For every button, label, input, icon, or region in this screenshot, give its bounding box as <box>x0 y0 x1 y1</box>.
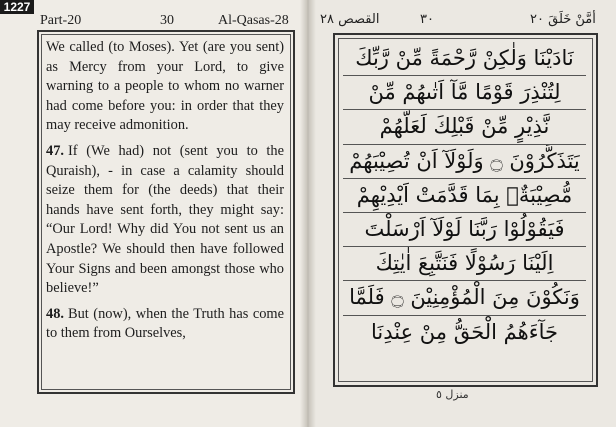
part-label: Part-20 <box>40 13 82 28</box>
page-index-badge: 1227 <box>0 0 34 14</box>
arabic-page-number: ٣٠ <box>420 12 434 27</box>
arabic-line: نَّذِيْرٍ مِّنْ قَبْلِكَ لَعَلَّهُمْ <box>343 110 586 144</box>
manzil-marker: منزل ٥ <box>436 388 469 401</box>
arabic-line: لِتُنْذِرَ قَوْمًا مَّآ اَتٰىهُمْ مِّنْ <box>343 76 586 110</box>
arabic-line: مُّصِيْبَةٌۢ بِمَا قَدَّمَتْ اَيْدِيْهِمْ <box>343 179 586 213</box>
translation-verse-48 <box>46 305 284 344</box>
arabic-line: نَادَيْنَا وَلٰكِنْ رَّحْمَةً مِّنْ رَّبِّكَ <box>343 42 586 76</box>
book-gutter <box>300 0 316 427</box>
arabic-line: يَتَذَكَّرُوْنَ ۝ وَلَوْلَآ اَنْ تُصِيْبَهُمْ <box>343 145 586 179</box>
arabic-line: اِلَيْنَا رَسُوْلًا فَنَتَّبِعَ اٰيٰتِكَ <box>343 247 586 281</box>
arabic-line: وَنَكُوْنَ مِنَ الْمُؤْمِنِيْنَ ۝ فَلَمَّا <box>343 281 586 315</box>
translation-text <box>46 38 284 350</box>
arabic-line: فَيَقُوْلُوْا رَبَّنَا لَوْلَآ اَرْسَلْتَ <box>343 213 586 247</box>
arabic-surah-label: القصص ٢٨ <box>320 12 380 27</box>
page-number: 30 <box>160 13 174 28</box>
arabic-part-label: أمَّنْ خَلَقَ ٢٠ <box>530 12 596 27</box>
verse-number: 48. <box>46 305 64 322</box>
verse-text: If (We had) not (sent you to the Quraish), - in case a calamity should seize them for (the deeds) that their hands have sent forth, they might say: “Our Lord! Why did You not sent us an Apostle? We should then have followed Your Signs and been amongst those who believe!” <box>46 142 284 297</box>
surah-label: Al-Qasas-28 <box>218 13 289 28</box>
verse-number: 47. <box>46 142 64 159</box>
arabic-text <box>343 42 586 349</box>
arabic-line: جَآءَهُمُ الْحَقُّ مِنْ عِنْدِنَا <box>370 319 558 344</box>
verse-text: But (now), when the Truth has come to them from Ourselves, <box>46 305 284 342</box>
translation-verse-47 <box>46 142 284 299</box>
translation-paragraph-1: We called (to Moses). Yet (are you sent) as Mercy from your Lord, to give warning to a people to whom no warner had come before you: in order that they may receive admonition. <box>46 39 284 134</box>
